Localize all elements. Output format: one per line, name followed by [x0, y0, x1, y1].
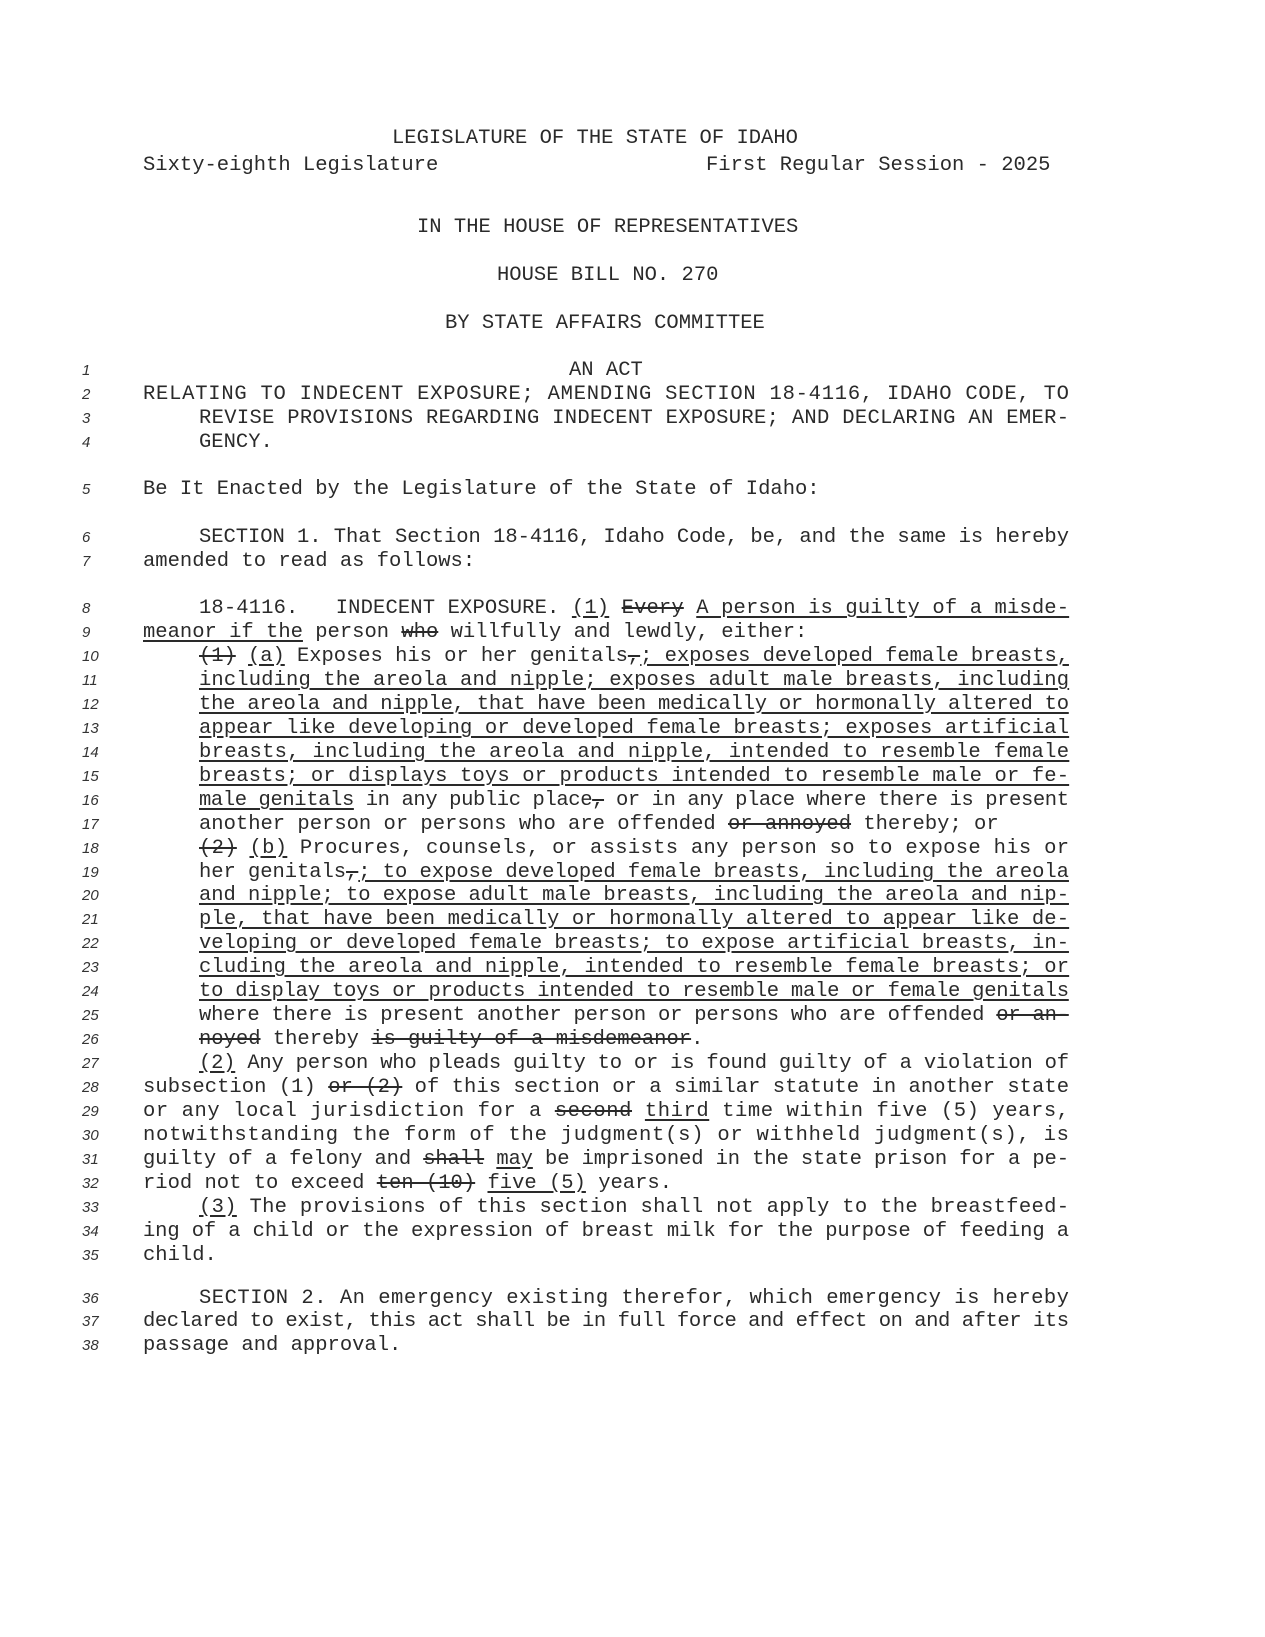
line-text: [569, 359, 643, 383]
struck-text: who: [401, 621, 439, 644]
text-run: person: [302, 621, 402, 644]
bill-line: [0, 359, 1265, 383]
inserted-text: including the areola and nipple; exposes adult male breasts, including: [199, 669, 1070, 692]
struck-text: ,: [627, 645, 641, 668]
bill-line: [0, 813, 1265, 837]
text-run: another person or persons who are offended: [199, 813, 728, 836]
line-number: 2: [82, 386, 91, 403]
bill-line: [0, 621, 1265, 645]
text-run: [609, 597, 621, 620]
line-number: 24: [82, 983, 99, 1000]
line-number: 25: [82, 1007, 99, 1024]
inserted-text: to display toys or products intended to resemble male or female genitals: [199, 980, 1069, 1003]
line-text: [143, 1148, 1069, 1172]
line-text: [199, 1028, 703, 1052]
bill-line: [0, 1334, 1265, 1358]
line-number: 36: [82, 1290, 99, 1307]
inserted-text: appear like developing or developed female breasts; exposes artificial: [199, 717, 1070, 740]
line-number: 29: [82, 1103, 99, 1120]
line-number: 38: [82, 1337, 99, 1354]
struck-text: ,: [592, 789, 605, 812]
line-text: [143, 1220, 1069, 1244]
text-run: Procures, counsels, or assists any person so to expose his or: [287, 837, 1070, 860]
line-text: [143, 1172, 672, 1196]
text-run: in any public place: [353, 789, 593, 812]
line-text: [143, 1310, 1069, 1334]
line-text: [199, 765, 1069, 789]
line-number: 31: [82, 1151, 99, 1168]
bill-line: [0, 1196, 1265, 1220]
text-run: The provisions of this section shall not apply to the breastfeed-: [236, 1196, 1070, 1219]
bill-line: [0, 1244, 1265, 1268]
line-text: [199, 669, 1069, 693]
text-run: Any person who pleads guilty to or is found guilty of a violation of: [235, 1052, 1069, 1075]
inserted-text: and nipple; to expose adult male breasts, including the areola and nip-: [199, 884, 1069, 907]
line-text: [199, 1196, 1069, 1220]
text-run: thereby: [260, 1028, 372, 1051]
inserted-text: ; exposes developed female breasts,: [640, 645, 1069, 668]
line-text: [199, 741, 1069, 765]
text-run: or in any place where there is present: [604, 789, 1069, 812]
text-run: GENCY.: [199, 431, 273, 454]
line-number: 12: [82, 696, 99, 713]
session-label: First Regular Session - 2025: [706, 154, 1051, 177]
line-text: [199, 884, 1069, 908]
line-number: 15: [82, 768, 99, 785]
struck-text: is guilty of a misdemeanor: [371, 1028, 692, 1051]
line-number: 10: [82, 648, 99, 665]
bill-line: [0, 431, 1265, 455]
text-run: declared to exist, this act shall be in full force and effect on and after its: [143, 1310, 1069, 1333]
line-text: [143, 1100, 1070, 1124]
text-run: be imprisoned in the state prison for a pe-: [532, 1148, 1069, 1171]
text-run: [632, 1100, 645, 1123]
struck-text: ten (10): [376, 1172, 476, 1195]
inserted-text: cluding the areola and nipple, intended to resemble female breasts; or: [199, 956, 1070, 979]
line-number: 8: [82, 600, 91, 617]
line-number: 23: [82, 959, 99, 976]
text-run: time within five (5) years,: [709, 1100, 1070, 1123]
inserted-text: veloping or developed female breasts; to expose artificial breasts, in-: [199, 932, 1069, 955]
line-number: 34: [82, 1223, 99, 1240]
text-run: of this section or a similar statute in another state: [402, 1076, 1070, 1099]
text-run: subsection (1): [143, 1076, 329, 1099]
bill-line: [0, 693, 1265, 717]
line-number: 35: [82, 1247, 99, 1264]
line-text: [143, 1124, 1070, 1148]
text-run: her genitals: [199, 861, 347, 884]
bill-line: [0, 1100, 1265, 1124]
line-text: [199, 645, 1069, 669]
bill-line: [0, 789, 1265, 813]
text-run: notwithstanding the form of the judgment(s) or withheld judgment(s), is: [143, 1124, 1070, 1147]
line-number: 5: [82, 481, 91, 498]
bill-line: [0, 861, 1265, 885]
inserted-text: ; to expose developed female breasts, including the areola: [358, 861, 1069, 884]
bill-line: [0, 478, 1265, 502]
bill-line: [0, 741, 1265, 765]
text-run: Be It Enacted by the Legislature of the State of Idaho:: [143, 478, 820, 501]
text-run: thereby; or: [851, 813, 999, 836]
text-run: Exposes his or her genitals: [284, 645, 628, 668]
text-run: willfully and lewdly, either:: [438, 621, 808, 644]
struck-text: shall: [423, 1148, 485, 1171]
text-run: AN ACT: [569, 359, 643, 382]
text-run: [684, 597, 696, 620]
inserted-text: breasts, including the areola and nipple, intended to resemble female: [199, 741, 1070, 764]
line-text: [199, 837, 1069, 861]
line-text: [143, 1244, 217, 1268]
inserted-text: ple, that have been medically or hormonally altered to appear like de-: [199, 908, 1070, 931]
line-text: [199, 693, 1069, 717]
line-text: [143, 550, 475, 574]
text-run: [237, 837, 250, 860]
line-text: [199, 908, 1069, 932]
line-number: 1: [82, 362, 91, 379]
line-text: [199, 597, 1069, 621]
line-number: 11: [82, 672, 98, 689]
inserted-text: five (5): [487, 1172, 586, 1195]
line-number: 37: [82, 1313, 99, 1330]
line-number: 16: [82, 792, 99, 809]
bill-line: [0, 1172, 1265, 1196]
inserted-text: (3): [199, 1196, 237, 1219]
bill-line: [0, 1310, 1265, 1334]
line-number: 30: [82, 1127, 99, 1144]
text-run: riod not to exceed: [143, 1172, 377, 1195]
line-text: [199, 1287, 1070, 1311]
bill-line: [0, 884, 1265, 908]
line-text: [199, 789, 1069, 813]
line-number: 3: [82, 410, 91, 427]
bill-line: [0, 1028, 1265, 1052]
bill-line: [0, 669, 1265, 693]
bill-line: [0, 837, 1265, 861]
sponsor-line: BY STATE AFFAIRS COMMITTEE: [445, 312, 765, 335]
line-text: [199, 526, 1069, 550]
text-run: or any local jurisdiction for a: [143, 1100, 555, 1123]
text-run: ing of a child or the expression of breast milk for the purpose of feeding a: [143, 1220, 1069, 1243]
text-run: RELATING TO INDECENT EXPOSURE; AMENDING SECTION 18-4116, IDAHO CODE, TO: [143, 383, 1070, 406]
text-run: 18-4116. INDECENT EXPOSURE.: [199, 597, 572, 620]
text-run: [236, 645, 248, 668]
text-run: .: [691, 1028, 704, 1051]
line-text: [199, 1004, 1069, 1028]
line-text: [199, 956, 1069, 980]
bill-line: [0, 1052, 1265, 1076]
line-number: 13: [82, 720, 99, 737]
inserted-text: male genitals: [199, 789, 354, 812]
inserted-text: A person is guilty of a misde-: [696, 597, 1070, 620]
line-text: [199, 717, 1069, 741]
bill-line: [0, 765, 1265, 789]
line-number: 6: [82, 529, 91, 546]
bill-line: [0, 980, 1265, 1004]
struck-text: Every: [621, 597, 684, 620]
line-text: [143, 1334, 401, 1358]
text-run: SECTION 2. An emergency existing therefor, which emergency is hereby: [199, 1287, 1070, 1310]
line-number: 28: [82, 1079, 99, 1096]
bill-line: [0, 1287, 1265, 1311]
line-number: 19: [82, 864, 99, 881]
struck-text: ,: [346, 861, 359, 884]
bill-line: [0, 383, 1265, 407]
legislature-title: LEGISLATURE OF THE STATE OF IDAHO: [392, 127, 798, 150]
text-run: SECTION 1. That Section 18-4116, Idaho Code, be, and the same is hereby: [199, 526, 1069, 549]
legislature-number: Sixty-eighth Legislature: [143, 154, 439, 177]
struck-text: (2): [199, 837, 237, 860]
bill-line: [0, 645, 1265, 669]
line-text: [199, 932, 1069, 956]
struck-text: or (2): [328, 1076, 403, 1099]
line-number: 9: [82, 624, 91, 641]
line-text: [143, 1076, 1069, 1100]
line-number: 26: [82, 1031, 99, 1048]
line-number: 7: [82, 553, 91, 570]
line-number: 21: [82, 911, 99, 928]
inserted-text: may: [496, 1148, 533, 1171]
inserted-text: (2): [199, 1052, 236, 1075]
struck-text: noyed: [199, 1028, 261, 1051]
line-text: [199, 980, 1069, 1004]
inserted-text: the areola and nipple, that have been medically or hormonally altered to: [199, 693, 1069, 716]
line-number: 22: [82, 935, 99, 952]
bill-line: [0, 1148, 1265, 1172]
bill-line: [0, 550, 1265, 574]
bill-line: [0, 407, 1265, 431]
line-text: [143, 478, 820, 502]
bill-line: [0, 956, 1265, 980]
bill-number: HOUSE BILL NO. 270: [497, 264, 719, 287]
inserted-text: (a): [248, 645, 285, 668]
line-number: 33: [82, 1199, 99, 1216]
bill-line: [0, 908, 1265, 932]
inserted-text: (b): [249, 837, 288, 860]
text-run: [484, 1148, 496, 1171]
bill-line: [0, 717, 1265, 741]
inserted-text: breasts; or displays toys or products intended to resemble male or fe-: [199, 765, 1070, 788]
line-number: 20: [82, 887, 99, 904]
bill-line: [0, 526, 1265, 550]
inserted-text: (1): [571, 597, 610, 620]
bill-line: [0, 1220, 1265, 1244]
bill-line: [0, 932, 1265, 956]
line-text: [199, 813, 999, 837]
chamber-heading: IN THE HOUSE OF REPRESENTATIVES: [417, 216, 799, 239]
line-number: 18: [82, 840, 99, 857]
bill-line: [0, 597, 1265, 621]
line-number: 14: [82, 744, 99, 761]
text-run: [475, 1172, 487, 1195]
struck-text: or annoyed: [728, 813, 852, 836]
bill-line: [0, 1004, 1265, 1028]
line-number: 4: [82, 434, 91, 451]
text-run: passage and approval.: [143, 1334, 402, 1357]
line-text: [143, 383, 1070, 407]
line-number: 32: [82, 1175, 99, 1192]
line-text: [143, 621, 807, 645]
inserted-text: third: [644, 1100, 710, 1123]
inserted-text: meanor if the: [143, 621, 303, 644]
struck-text: or an-: [996, 1004, 1069, 1027]
bill-line: [0, 1124, 1265, 1148]
line-text: [199, 407, 1069, 431]
text-run: guilty of a felony and: [143, 1148, 424, 1171]
line-number: 27: [82, 1055, 99, 1072]
line-text: [199, 861, 1069, 885]
text-run: years.: [585, 1172, 673, 1195]
text-run: amended to read as follows:: [143, 550, 476, 573]
text-run: child.: [143, 1244, 217, 1267]
bill-line: [0, 1076, 1265, 1100]
struck-text: second: [554, 1100, 633, 1123]
line-text: [199, 431, 273, 455]
line-number: 17: [82, 816, 99, 833]
struck-text: (1): [199, 645, 236, 668]
line-text: [199, 1052, 1069, 1076]
text-run: REVISE PROVISIONS REGARDING INDECENT EXPOSURE; AND DECLARING AN EMER-: [199, 407, 1070, 430]
text-run: where there is present another person or persons who are offended: [199, 1004, 997, 1027]
